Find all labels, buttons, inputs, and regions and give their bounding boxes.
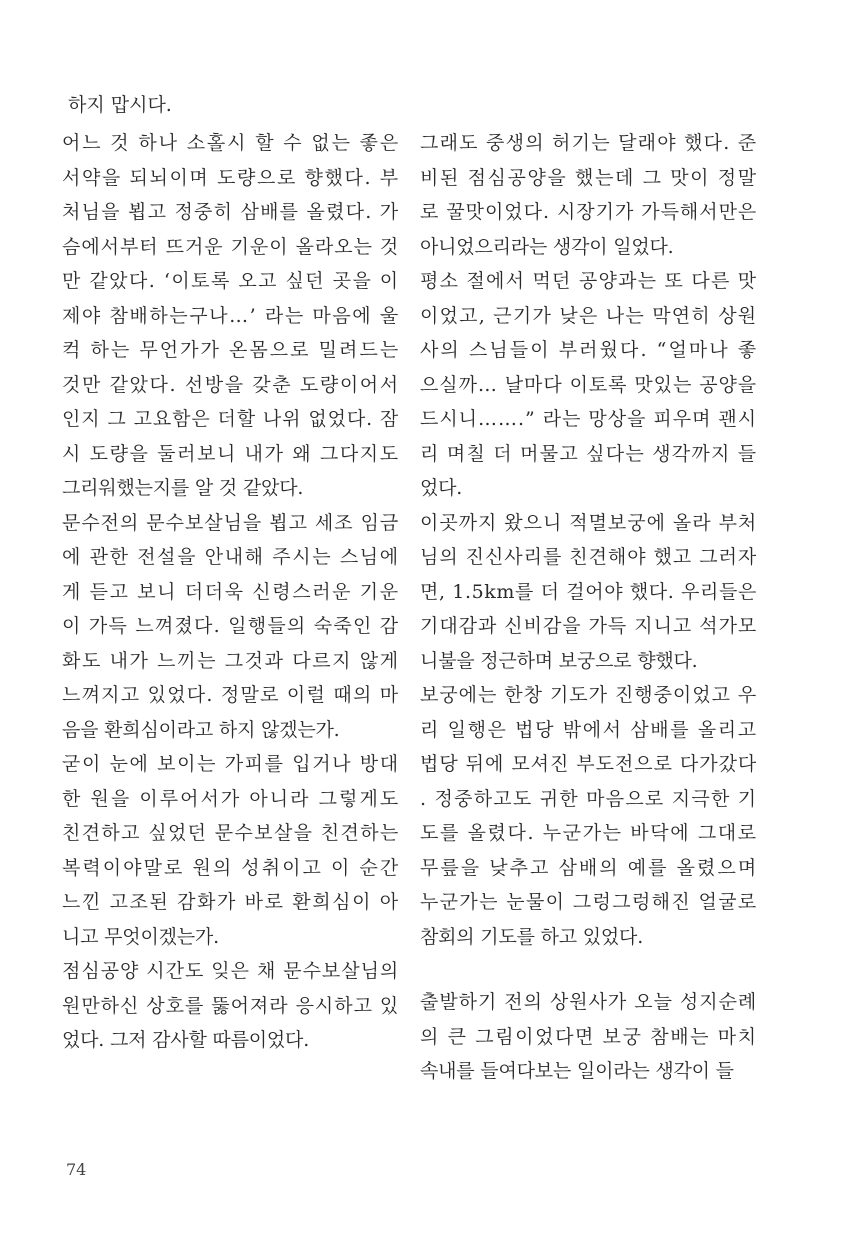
text-line: 음을 환희심이라고 하지 않겠는가. [62, 718, 340, 741]
text-line: 시 도량을 둘러보니 내가 왜 그다지도 [62, 442, 400, 465]
text-line: 이었고, 근기가 낮은 나는 막연히 상원 [420, 304, 758, 327]
text-line: 인지 그 고요함은 더할 나위 없었다. 잠 [62, 408, 400, 430]
text-line: 화도 내가 느끼는 그것과 다르지 않게 [62, 649, 400, 672]
text-line: 비된 점심공양을 했는데 그 맛이 정말 [420, 166, 758, 189]
text-line: 리 며칠 더 머물고 싶다는 생각까지 들 [420, 442, 758, 465]
text-line: 법당 뒤에 모셔진 부도전으로 다가갔다 [420, 753, 758, 775]
text-line: 님의 진신사리를 친견해야 했고 그러자 [420, 546, 758, 568]
text-line: 평소 절에서 먹던 공양과는 또 다른 맛 [420, 270, 758, 292]
text-line: 느껴지고 있었다. 정말로 이럴 때의 마 [62, 684, 400, 706]
text-line: 점심공양 시간도 잊은 채 문수보살님의 [62, 960, 400, 982]
text-line: 컥 하는 무언가가 온몸으로 밀려드는 [62, 339, 401, 361]
text-line: 처님을 뵙고 정중히 삼배를 올렸다. 가 [62, 201, 400, 223]
paragraph [62, 747, 401, 954]
left-column [62, 126, 401, 1058]
text-line: 느낀 고조된 감화가 바로 환희심이 아 [62, 891, 400, 913]
text-line: 문수전의 문수보살님을 뵙고 세조 임금 [62, 511, 400, 534]
text-line: 한 원을 이루어서가 아니라 그렇게도 [62, 787, 401, 810]
text-line: 원만하신 상호를 뚫어져라 응시하고 있 [62, 994, 400, 1017]
text-line: 속내를 들여다보는 일이라는 생각이 들 [420, 1060, 734, 1082]
text-line: 것만 같았다. 선방을 갖춘 도량이어서 [62, 373, 400, 396]
text-line: 누군가는 눈물이 그렁그렁해진 얼굴로 [420, 891, 758, 913]
text-line: 의 큰 그림이었다면 보궁 참배는 마치 [420, 1025, 758, 1048]
text-line: 무릎을 낮추고 삼배의 예를 올렸으며 [420, 856, 759, 879]
text-line: 으실까… 날마다 이토록 맛있는 공양을 [420, 373, 758, 396]
text-line: 면, 1.5km를 더 걸어야 했다. 우리들은 [420, 580, 757, 603]
text-line: . 정중하고도 귀한 마음으로 지극한 기 [420, 787, 758, 810]
paragraph [420, 678, 759, 954]
text-line: 이 가득 느껴졌다. 일행들의 숙죽인 감 [62, 615, 400, 637]
text-line: 었다. [420, 477, 463, 499]
right-column [420, 126, 759, 1089]
text-line: 보궁에는 한창 기도가 진행중이었고 우 [420, 684, 758, 706]
text-line: 사의 스님들이 부러웠다. “얼마나 좋 [420, 339, 759, 361]
text-line: 이곳까지 왔으니 적멸보궁에 올라 부처 [420, 511, 758, 534]
text-line: 니고 무엇이겠는가. [62, 925, 219, 948]
paragraph [420, 985, 756, 1089]
text-line: 만 같았다. ‘이토록 오고 싶던 곳을 이 [62, 270, 400, 292]
text-line: 에 관한 전설을 안내해 주시는 스님에 [62, 546, 400, 568]
page-number: 74 [66, 1160, 87, 1179]
text-line: 슴에서부터 뜨거운 기운이 올라오는 것 [62, 235, 400, 258]
paragraph [62, 126, 401, 506]
text-line: 기대감과 신비감을 가득 지니고 석가모 [420, 615, 758, 637]
text-line: 리 일행은 법당 밖에서 삼배를 올리고 [420, 718, 758, 741]
text-line: 었다. 그저 감사할 따름이었다. [62, 1029, 310, 1051]
text-line: 출발하기 전의 상원사가 오늘 성지순례 [420, 991, 758, 1013]
text-line: 게 듣고 보니 더더욱 신령스러운 기운 [62, 580, 400, 603]
text-line: 제야 참배하는구나…’ 라는 마음에 울 [62, 304, 400, 327]
text-line: 복력이야말로 원의 성취이고 이 순간 [62, 856, 401, 879]
paragraph [420, 126, 756, 264]
text-line: 드시니…….” 라는 망상을 피우며 괜시 [420, 408, 758, 430]
text-line: 도를 올렸다. 누군가는 바닥에 그대로 [420, 822, 758, 844]
text-line: 참회의 기도를 하고 있었다. [420, 925, 644, 948]
text-line: 로 꿀맛이었다. 시장기가 가득해서만은 [420, 201, 758, 223]
text-line: 니불을 정근하며 보궁으로 향했다. [420, 649, 698, 672]
text-line: 서약을 되뇌이며 도량으로 향했다. 부 [62, 166, 400, 189]
paragraph [62, 954, 398, 1058]
text-line: 굳이 눈에 보이는 가피를 입거나 방대 [62, 753, 400, 775]
text-line: 그리워했는지를 알 것 같았다. [62, 477, 304, 499]
paragraph-spacer [420, 954, 756, 985]
paragraph [420, 264, 759, 506]
heading-continuation: 하지 맙시다. [68, 94, 172, 116]
text-line: 그래도 중생의 허기는 달래야 했다. 준 [420, 132, 758, 154]
paragraph [62, 506, 398, 748]
text-line: 친견하고 싶었던 문수보살을 친견하는 [62, 822, 400, 844]
paragraph [420, 506, 756, 679]
text-line: 아니었으리라는 생각이 일었다. [420, 235, 674, 258]
text-line: 어느 것 하나 소홀시 할 수 없는 좋은 [62, 132, 401, 154]
